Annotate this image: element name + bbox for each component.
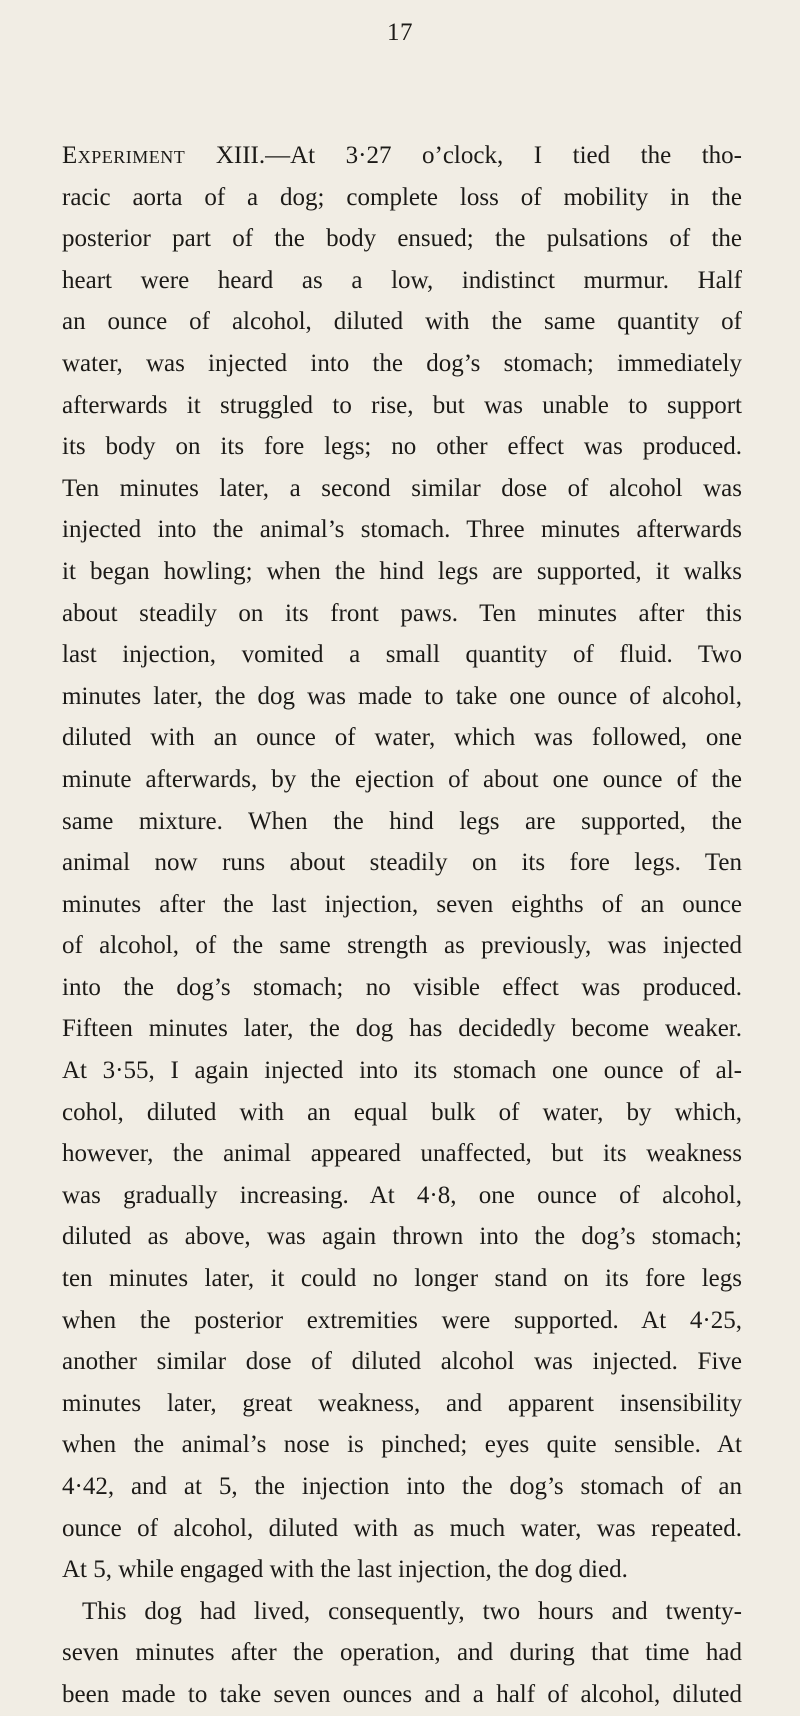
text-line: At 5, while engaged with the last injection, the dog died. [62,1556,628,1584]
text-line: seven minutes after the operation, and during that time had [62,1639,742,1667]
text-line: At 3·55, I again injected into its stomach one ounce of al- [62,1057,742,1085]
experiment-heading-line [62,135,742,177]
text-line: into the dog’s stomach; no visible effect was produced. [62,973,742,1001]
text-line: animal now runs about steadily on its fore legs. Ten [62,849,742,877]
text-line: minute afterwards, by the ejection of about one ounce of the [62,765,742,793]
text-line: it began howling; when the hind legs are supported, it walks [62,557,742,585]
text-line: however, the animal appeared unaffected, but its weakness [62,1140,742,1168]
text-line: its body on its fore legs; no other effect was produced. [62,433,742,461]
text-line: an ounce of alcohol, diluted with the same quantity of [62,308,742,336]
text-line: diluted as above, was again thrown into the dog’s stomach; [62,1223,742,1251]
text-line: injected into the animal’s stomach. Three minutes afterwards [62,516,742,544]
text-line: —At 3·27 o’clock, I tied the tho- [265,142,743,169]
text-line: minutes after the last injection, seven eighths of an ounce [62,890,742,918]
page-number: 17 [387,19,413,46]
body-text [62,135,742,1716]
text-line: afterwards it struggled to rise, but was unable to support [62,391,742,419]
text-line: Fifteen minutes later, the dog has decidedly become weaker. [62,1015,742,1043]
text-line: been made to take seven ounces and a half of alcohol, diluted [62,1680,742,1708]
text-line: about steadily on its front paws. Ten minutes after this [62,599,742,627]
text-line: same mixture. When the hind legs are supported, the [62,807,742,835]
text-line: Ten minutes later, a second similar dose of alcohol was [62,474,742,502]
text-line: ounce of alcohol, diluted with as much water, was repeated. [62,1514,742,1542]
text-line: of alcohol, of the same strength as previously, was injected [62,932,742,960]
text-line: ten minutes later, it could no longer stand on its fore legs [62,1265,742,1293]
text-line: cohol, diluted with an equal bulk of water, by which, [62,1098,742,1126]
text-line: minutes later, great weakness, and apparent insensibility [62,1389,742,1417]
text-line: diluted with an ounce of water, which was followed, one [62,724,742,752]
experiment-label: Experiment [62,142,186,169]
experiment-number: XIII. [215,142,266,169]
text-line: This dog had lived, consequently, two hours and twenty- [82,1597,742,1625]
text-line: last injection, vomited a small quantity of fluid. Two [62,641,742,669]
text-line: was gradually increasing. At 4·8, one ounce of alcohol, [62,1181,742,1209]
text-line: when the animal’s nose is pinched; eyes quite sensible. At [62,1431,742,1459]
text-line: posterior part of the body ensued; the pulsations of the [62,225,742,253]
text-line: another similar dose of diluted alcohol was injected. Five [62,1348,742,1376]
text-line: minutes later, the dog was made to take one ounce of alcohol, [62,682,742,710]
text-line: racic aorta of a dog; complete loss of mobility in the [62,183,742,211]
text-line: heart were heard as a low, indistinct murmur. Half [62,266,742,294]
text-line: when the posterior extremities were supported. At 4·25, [62,1306,742,1334]
text-line: water, was injected into the dog’s stomach; immediately [62,349,742,377]
text-line: 4·42, and at 5, the injection into the dog’s stomach of an [62,1473,742,1500]
